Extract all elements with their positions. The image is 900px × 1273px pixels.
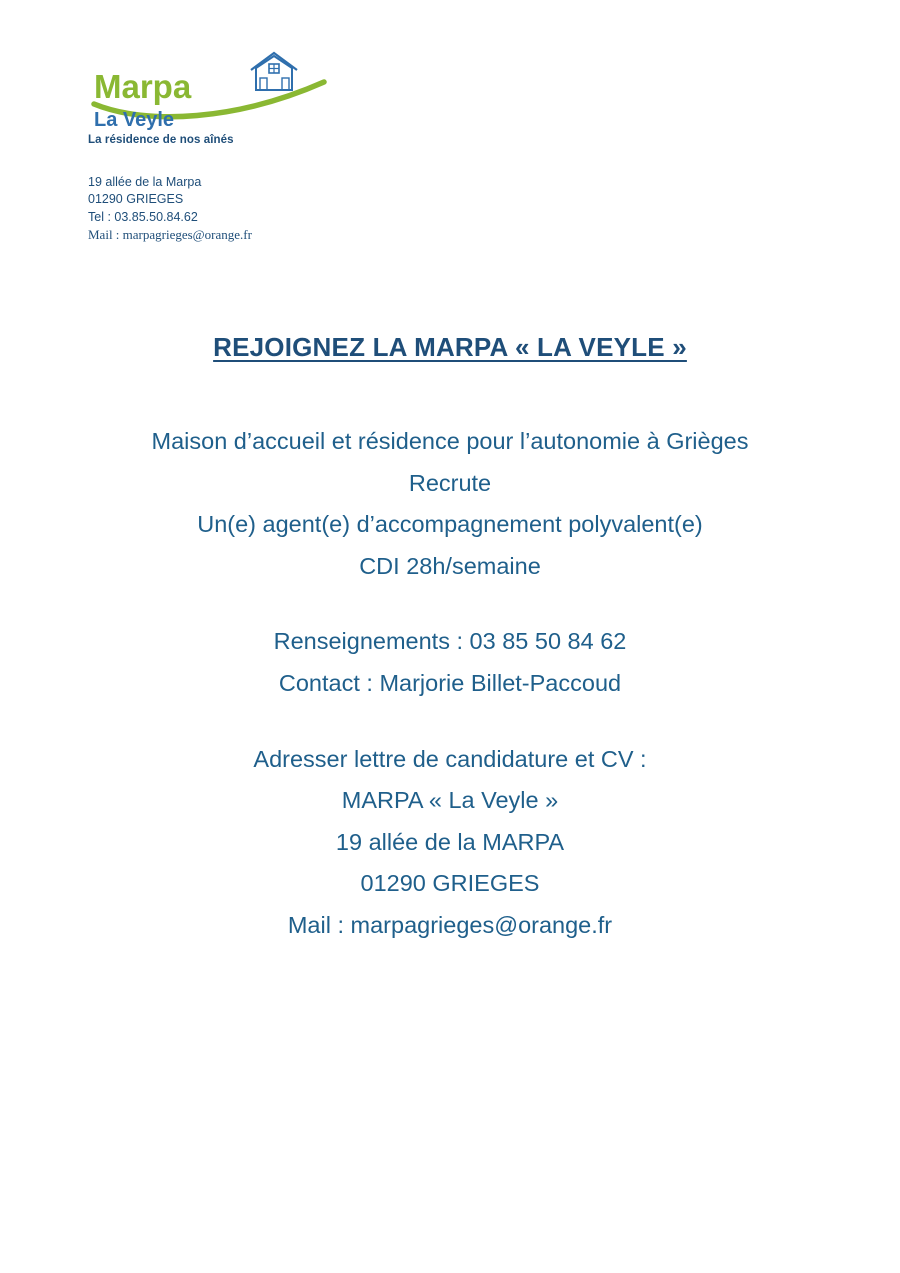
address-mail: Mail : marpagrieges@orange.fr	[88, 226, 252, 242]
notice-intro-paragraph	[0, 421, 900, 587]
notice-application-line-2: MARPA « La Veyle »	[341, 787, 559, 814]
address-street: 19 allée de la Marpa	[88, 175, 202, 189]
marpa-logo	[88, 48, 328, 148]
notice-application-line-3: 19 allée de la MARPA	[335, 828, 565, 855]
logo-subbrand-text: La Veyle	[94, 109, 175, 131]
notice-intro-line-1: Maison d’accueil et résidence pour l’autonomie à Grièges	[151, 428, 749, 454]
notice-contact-line-2: Contact : Marjorie Billet-Paccoud	[278, 669, 622, 696]
logo-tagline: La résidence de nos aînés	[88, 134, 234, 146]
address-city: 01290 GRIEGES	[88, 192, 184, 207]
notice-intro-line-3: Un(e) agent(e) d’accompagnement polyvalent(e)	[197, 511, 703, 538]
notice-application-line-4: 01290 GRIEGES	[360, 870, 540, 897]
notice-application-paragraph	[0, 739, 900, 947]
letterhead	[88, 48, 508, 244]
notice-intro-line-2: Recrute	[408, 469, 492, 496]
page-title: REJOIGNEZ LA MARPA « LA VEYLE »	[213, 332, 687, 362]
logo-brand-text: Marpa	[94, 68, 192, 105]
job-notice	[0, 332, 900, 947]
notice-application-line-1: Adresser lettre de candidature et CV :	[253, 745, 647, 772]
address-phone: Tel : 03.85.50.84.62	[88, 209, 198, 224]
address-block	[88, 174, 508, 244]
notice-contact-paragraph	[0, 621, 900, 704]
house-icon	[251, 53, 297, 90]
notice-application-line-5: Mail : marpagrieges@orange.fr	[287, 911, 613, 938]
notice-contact-line-1: Renseignements : 03 85 50 84 62	[273, 628, 627, 655]
marpa-logo-graphic	[88, 48, 328, 140]
notice-intro-line-4: CDI 28h/semaine	[359, 552, 541, 579]
